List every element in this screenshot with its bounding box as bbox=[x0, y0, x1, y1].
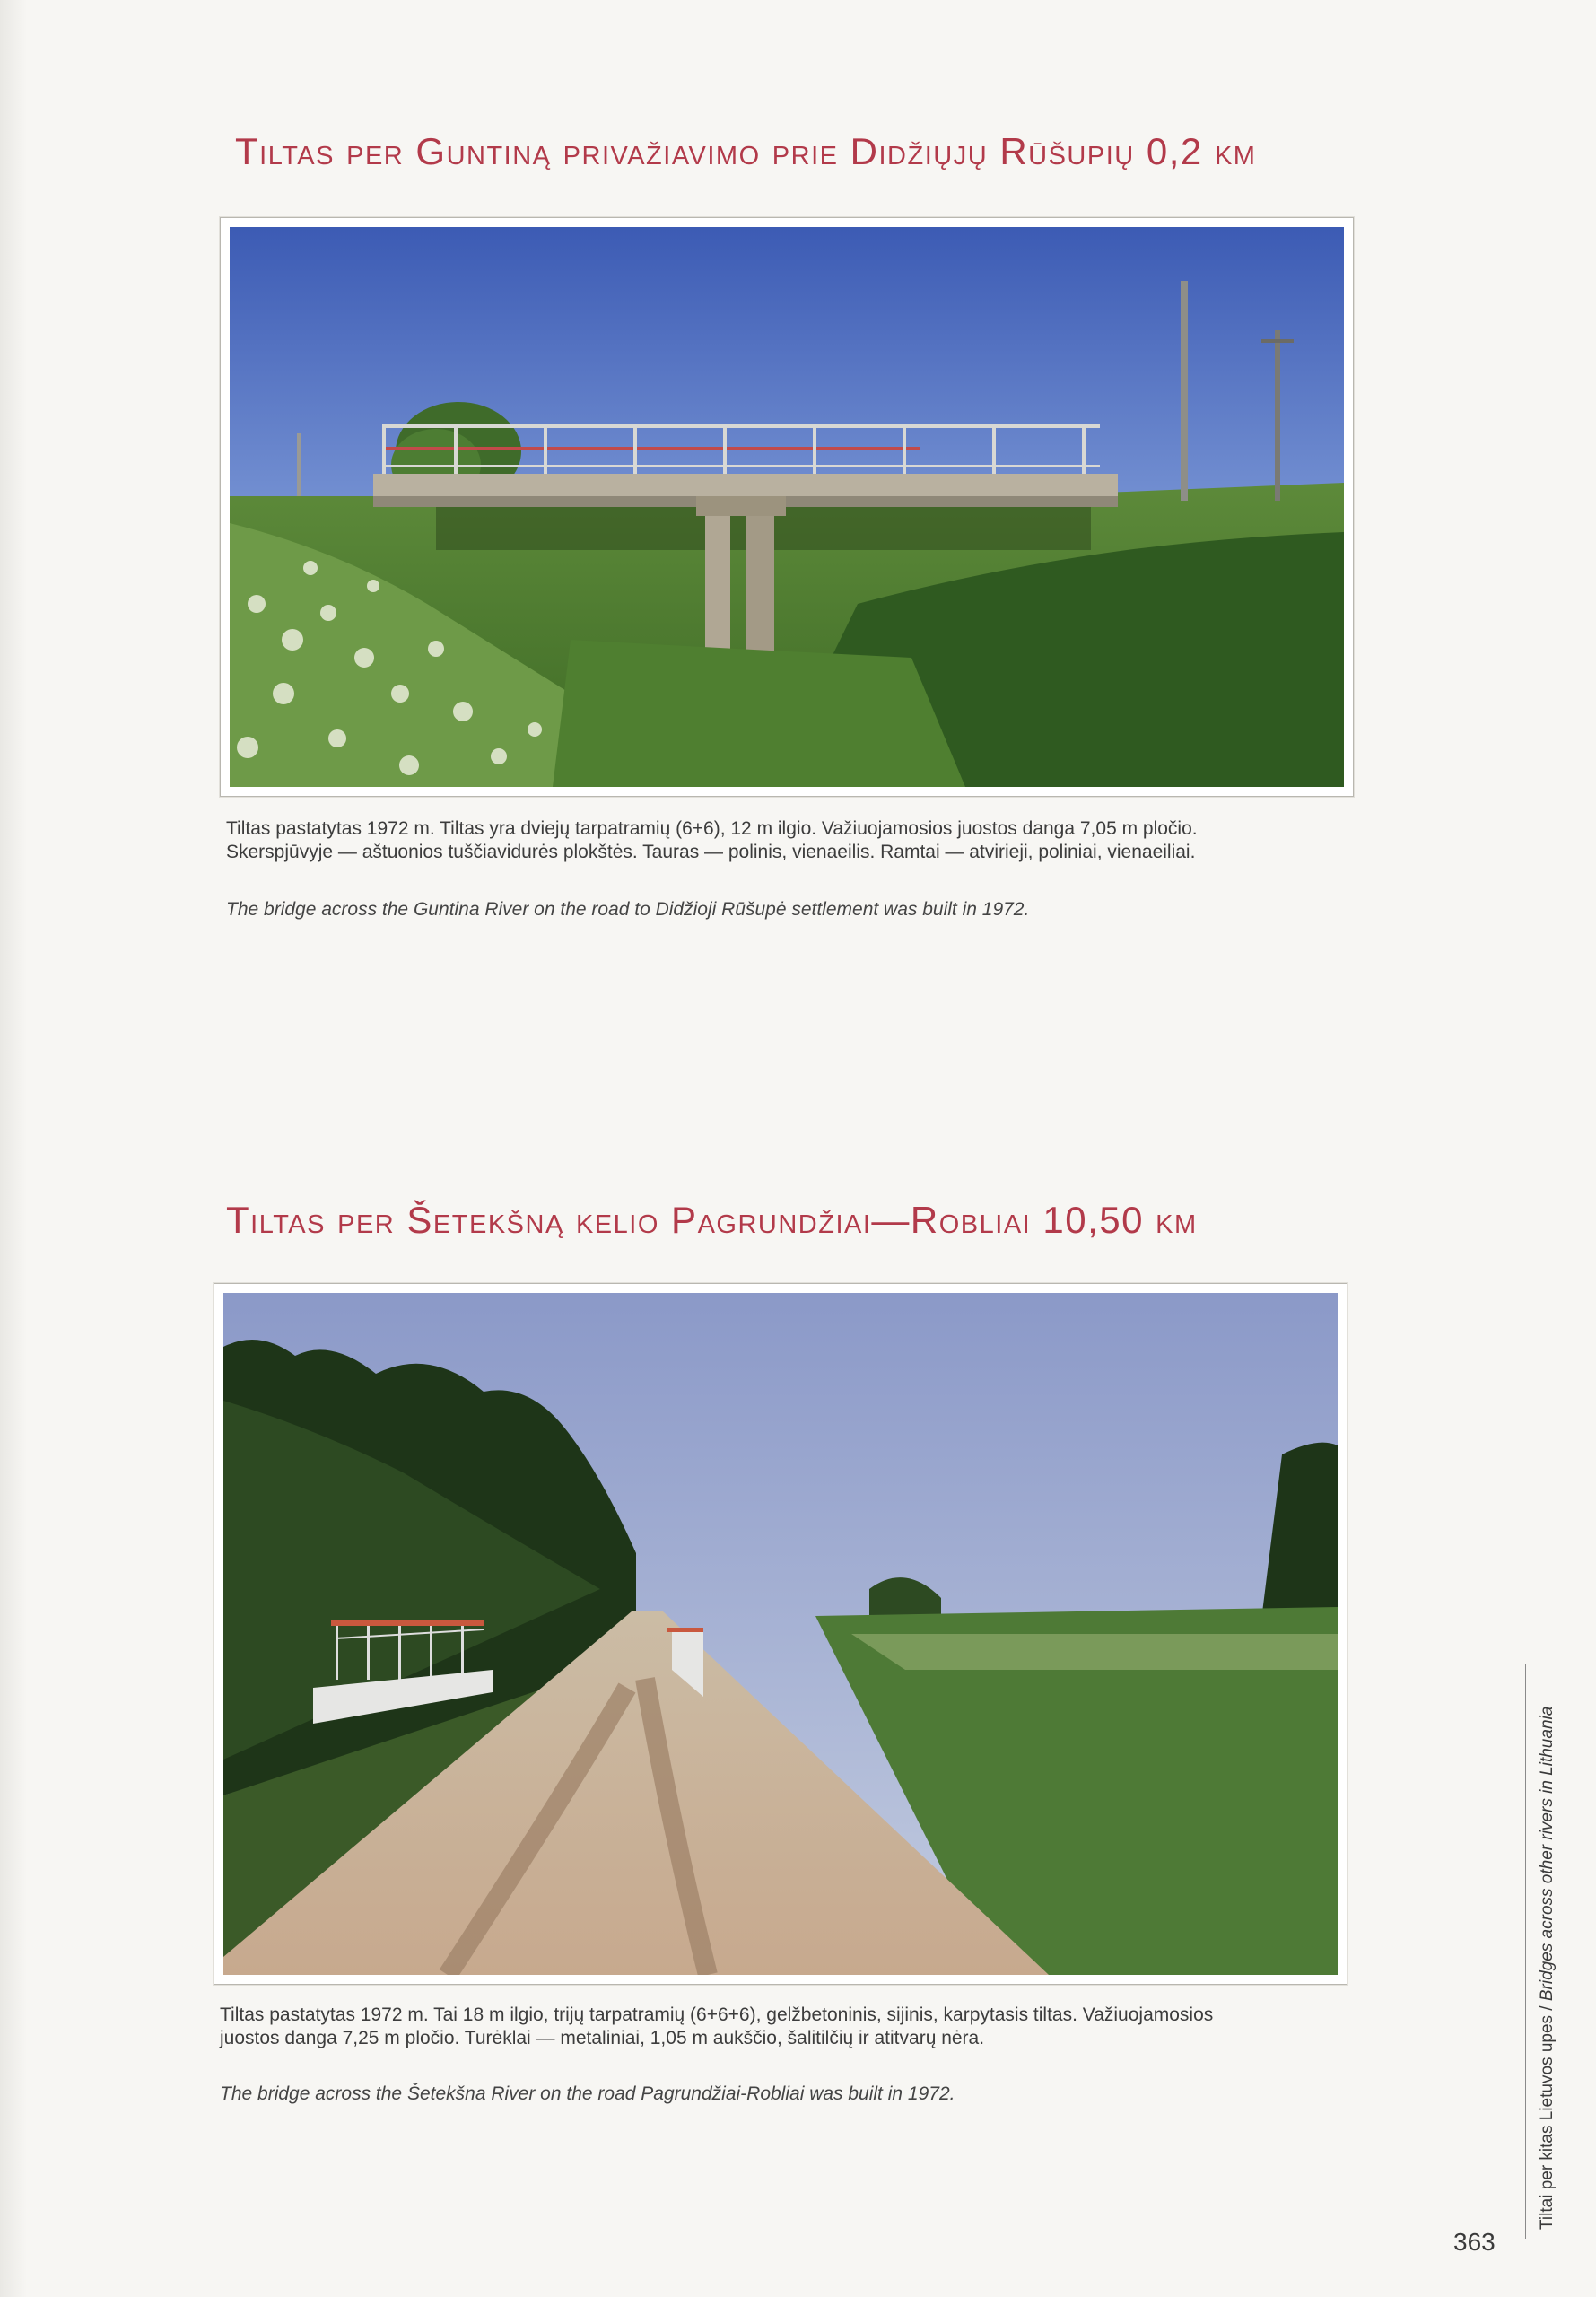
section-2-caption-lt-line1: Tiltas pastatytas 1972 m. Tai 18 m ilgio, trijų tarpatramių (6+6+6), gelžbetoninis, sijinis, karpytasis tiltas. Važiuojamosios bbox=[220, 2004, 1214, 2025]
bridge-photo-seteksna bbox=[223, 1293, 1338, 1975]
side-running-title-lt: Tiltai per kitas Lietuvos upes / bbox=[1538, 2001, 1557, 2230]
section-2-caption-en: The bridge across the Šetekšna River on the road Pagrundžiai-Robliai was built in 1972. bbox=[220, 2083, 955, 2104]
section-1-heading: Tiltas per Guntiną privažiavimo prie Didžiųjų Rūšupių 0,2 km bbox=[235, 130, 1257, 172]
side-running-title-en: Bridges across other rivers in Lithuania bbox=[1538, 1706, 1557, 2002]
page-number: 363 bbox=[1453, 2228, 1496, 2256]
bridge-photo-guntina bbox=[230, 227, 1344, 787]
section-2-caption-lt bbox=[220, 2004, 1350, 2050]
section-2-heading: Tiltas per Šetekšną kelio Pagrundžiai—Robliai 10,50 km bbox=[226, 1199, 1198, 1241]
page-gutter-shadow bbox=[0, 0, 27, 2297]
bridge-photo-seteksna-image bbox=[223, 1293, 1338, 1975]
section-1-caption-lt-line1: Tiltas pastatytas 1972 m. Tiltas yra dviejų tarpatramių (6+6), 12 m ilgio. Važiuojamosios juostos danga 7,05 m pločio. bbox=[226, 818, 1198, 839]
side-divider-line bbox=[1525, 1664, 1526, 2239]
section-1-photo-frame bbox=[220, 217, 1354, 797]
section-1-caption-lt-line2: Skerspjūvyje — aštuonios tuščiavidurės plokštės. Tauras — polinis, vienaeilis. Ramtai — atvirieji, poliniai, vienaeiliai. bbox=[226, 842, 1196, 862]
section-1-caption-en: The bridge across the Guntina River on the road to Didžioji Rūšupė settlement was built in 1972. bbox=[226, 899, 1030, 920]
side-running-title bbox=[1538, 1707, 1557, 2230]
section-2-photo-frame bbox=[214, 1283, 1347, 1985]
section-2-caption-lt-line2: juostos danga 7,25 m pločio. Turėklai — metaliniai, 1,05 m aukščio, šalitilčių ir atitvarų nėra. bbox=[220, 2028, 985, 2048]
bridge-photo-guntina-image bbox=[230, 227, 1344, 787]
section-1-caption-lt bbox=[226, 817, 1356, 864]
